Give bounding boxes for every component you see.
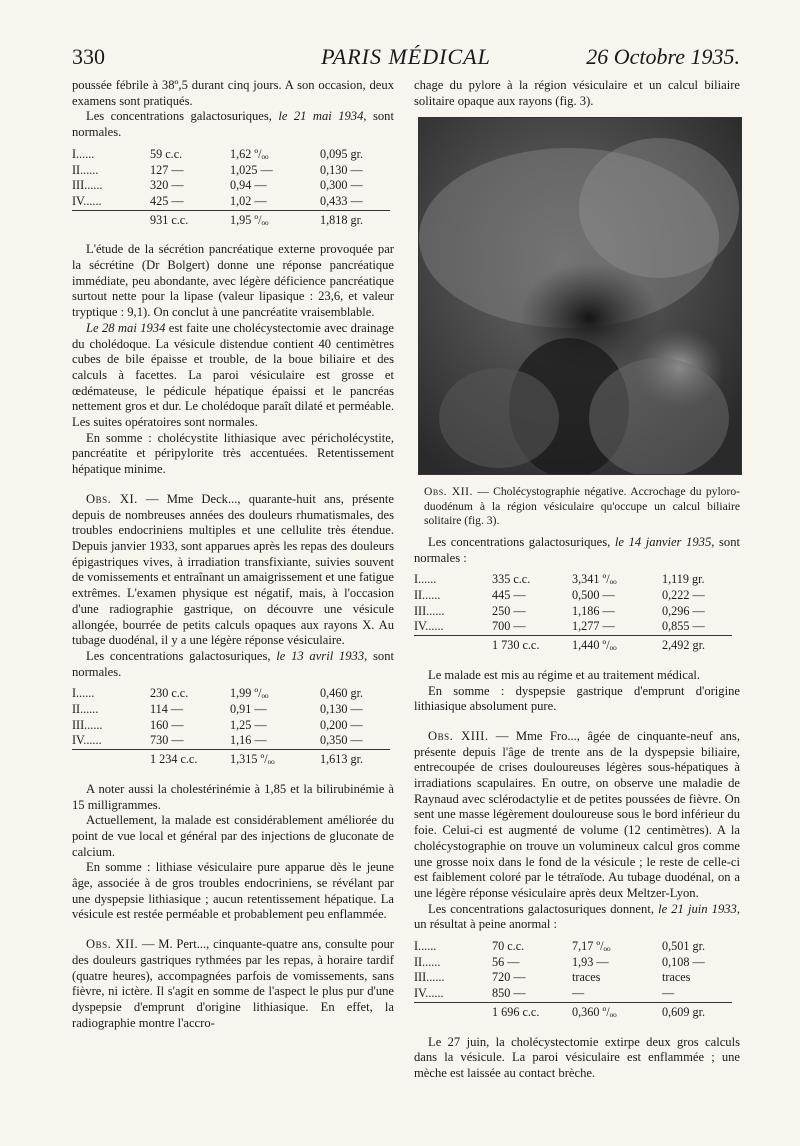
table-total-row (72, 750, 390, 768)
table-total-row (72, 210, 390, 228)
table-total-cell: 1 234 c.c. (150, 750, 230, 768)
table-row (414, 604, 732, 620)
table-row (414, 970, 732, 986)
table-cell: 1,277 — (572, 619, 615, 634)
table-row (72, 178, 390, 194)
table-total-cell: 1,440 º/ₒₒ (572, 636, 662, 654)
table-cell: 160 — (150, 717, 184, 732)
table-cell: I...... (414, 939, 437, 954)
paragraph: poussée fébrile à 38º,5 durant cinq jours. A son occasion, deux examens sont pratiqués. (72, 78, 394, 108)
paragraph (414, 535, 740, 566)
table-cell: 0,130 — (320, 162, 363, 177)
table-row (72, 194, 390, 210)
table-cell: 7,17 º/ₒₒ (572, 939, 611, 954)
table-row (414, 588, 732, 604)
table-cell: 0,855 — (662, 619, 705, 634)
table-cell: 0,460 gr. (320, 686, 363, 701)
table-total-cell: 931 c.c. (150, 210, 230, 228)
concentration-table-1 (72, 147, 390, 229)
text: — M. Pert..., cinquante-quatre ans, consulte pour des douleurs gastriques rythmées par les repas, à horaire tardif (quatre heures), accompagnées parfois de vomissements, sans fièvre, ni ictère. Il s'agit en somme de l'aspect le plus pur d'une dyspepsie d'emprunt d'origine lithiasique. En effet, la radiographie montre l'accro- (72, 937, 394, 1030)
table-cell: traces (572, 970, 601, 985)
table-total-cell: 0,609 gr. (662, 1002, 732, 1020)
text: — Mme Fro..., âgée de cinquante-neuf ans, présente depuis l'âge de trente ans de la dyspepsie biliaire, entrecoupée de crises douloureuses légères sous-hépatiques à irradiations scapulaires. En outre, on observe une maladie de Raynaud avec sclérodactylie et de petites poussées de fièvre. On sent une masse légèrement douloureuse sous le bord inférieur du foie. Celui-ci est augmenté de volume (12 centimètres). A la cholécystographie on trouve un volumineux calcul gros comme une grosse noix dans le fond de la vésicule ; le reste de celle-ci est faiblement coloré par le tétraïode. Au tubage duodénal, on a une légère réponse vésiculaire après deux Meltzer-Lyon. (414, 728, 740, 900)
text: Les concentrations galactosuriques, (428, 534, 615, 549)
table-cell: I...... (72, 686, 95, 701)
issue-date: 26 Octobre 1935. (586, 44, 740, 69)
table-total-row (414, 636, 732, 654)
figure-caption (424, 485, 740, 529)
observation-13 (414, 729, 740, 902)
table-row (414, 986, 732, 1002)
journal-title: PARIS MÉDICAL (321, 44, 491, 69)
table-row (414, 572, 732, 588)
table-cell: — (662, 986, 675, 1001)
paragraph: En somme : cholécystite lithiasique avec péricholécystite, pancréatite et péripylorite très accentuées. Retentissement hépatique minime. (72, 430, 394, 477)
table-cell: II...... (72, 162, 99, 177)
table-cell: IV...... (414, 986, 444, 1001)
table-total-cell (414, 1002, 492, 1020)
caption-text: — Cholécystographie négative. Accrochage du pyloro-duodénum à la région vésiculaire qu'occupe un calcul biliaire solitaire (fig. 3). (424, 485, 740, 528)
table-cell: I...... (414, 572, 437, 587)
table-total-cell: 1 696 c.c. (492, 1002, 572, 1020)
table-row (72, 686, 390, 702)
table-total-cell (72, 750, 150, 768)
radiograph-image (419, 118, 741, 474)
table-cell: 1,02 — (230, 193, 267, 208)
concentration-table-3 (414, 572, 732, 654)
table-cell: 0,200 — (320, 717, 363, 732)
table-row (72, 702, 390, 718)
table-cell: 1,16 — (230, 733, 267, 748)
table-cell: 0,501 gr. (662, 939, 705, 954)
table-cell: II...... (414, 954, 441, 969)
date-text: le 13 avril 1933 (276, 648, 365, 663)
text: Les concentrations galactosuriques, (86, 648, 277, 663)
table-cell: IV...... (414, 619, 444, 634)
table-cell: 0,300 — (320, 178, 363, 193)
paragraph: En somme : dyspepsie gastrique d'emprunt d'origine lithiasique absolument pure. (414, 683, 740, 714)
text: , sont normales. (72, 109, 394, 140)
text: Les concentrations galactosuriques, (86, 109, 279, 124)
observation-11 (72, 492, 394, 649)
page-number: 330 (72, 44, 105, 69)
concentration-table-4 (414, 939, 732, 1021)
text: est faite une cholécystectomie avec drainage du cholédoque. La vésicule distendue contient 40 centimètres cubes de bile épaisse et trouble, de la boue biliaire et des calculs à facettes. La paroi vésiculaire est grosse et œdémateuse, le pédicule hépatique épaissi et le pancréas nettement gros et dur. Le cholédoque paraît dilaté et perméable. Les suites opératoires sont normales. (72, 320, 394, 430)
table-cell: 0,94 — (230, 178, 267, 193)
table-cell: IV...... (72, 193, 102, 208)
table-cell: III...... (72, 178, 103, 193)
table-cell: II...... (414, 588, 441, 603)
observation-heading: Obs. XIII. (428, 728, 489, 743)
paragraph: L'étude de la sécrétion pancréatique externe provoquée par la sécrétine (Dr Bolgert) donne une réponse pancréatique immédiate, peu abondante, avec légère déficience pancréatique surtout nette pour la lipase (valeur lipasique : 23,6, et valeur tryptique : 9,1). On conclut à une pancréatite vraisemblable. (72, 242, 394, 320)
table-total-cell: 1,613 gr. (320, 750, 390, 768)
left-column (72, 78, 394, 1031)
table-total-cell: 1 730 c.c. (492, 636, 572, 654)
table-cell: 0,296 — (662, 603, 705, 618)
table-cell: traces (662, 970, 691, 985)
text: , sont normales : (414, 534, 740, 565)
page-header (72, 44, 740, 74)
table-cell: 850 — (492, 986, 526, 1001)
table-cell: 0,130 — (320, 702, 363, 717)
concentration-table-2 (72, 686, 390, 768)
paragraph (414, 902, 740, 933)
table-cell: 250 — (492, 603, 526, 618)
text: — Mme Deck..., quarante-huit ans, présente depuis de nombreuses années des douleurs rhumatismales, des troubles endocriniens multiples et une cellulite très étendue. Depuis janvier 1933, sont apparues après les repas des douleurs épigastriques vives, à irradiation transfixiante, suivies souvent de vomissements et entraînant un amaigrissement et une fatigue extrêmes. L'examen physique est négatif, mais, à l'occasion d'une radiographie gastrique, on découvre une vésicule allongée, bourrée de petits calculs opaques aux rayons X. Au tubage duodénal, il y a une légère réponse vésiculaire. (72, 491, 394, 648)
paragraph (72, 649, 394, 680)
table-cell: 0,108 — (662, 954, 705, 969)
table-cell: 1,99 º/ₒₒ (230, 686, 269, 701)
table-row (414, 955, 732, 971)
table-row (414, 619, 732, 635)
table-cell: 720 — (492, 970, 526, 985)
table-cell: 114 — (150, 702, 184, 717)
table-cell: 0,350 — (320, 733, 363, 748)
table-row (72, 147, 390, 163)
paragraph (72, 321, 394, 431)
paragraph: chage du pylore à la région vésiculaire et un calcul biliaire solitaire opaque aux rayons (fig. 3). (414, 78, 740, 108)
right-column (414, 78, 740, 1082)
table-total-cell: 2,492 gr. (662, 636, 732, 654)
table-cell: 1,119 gr. (662, 572, 705, 587)
date-text: le 21 juin 1933 (658, 901, 737, 916)
table-total-cell: 1,315 º/ₒₒ (230, 750, 320, 768)
observation-heading: Obs. XII. (86, 937, 139, 952)
table-cell: 1,62 º/ₒₒ (230, 146, 269, 161)
table-cell: 0,433 — (320, 193, 363, 208)
caption-heading: Obs. XII. (424, 485, 473, 499)
table-cell: 127 — (150, 162, 184, 177)
paragraph: A noter aussi la cholestérinémie à 1,85 et la bilirubinémie à 15 milligrammes. (72, 781, 394, 812)
table-row (72, 733, 390, 749)
date-text: Le 28 mai 1934 (86, 320, 166, 335)
table-total-row (414, 1002, 732, 1020)
paragraph: En somme : lithiase vésiculaire pure apparue dès le jeune âge, associée à de gros troubles endocriniens, se révélant par une dyspepsie lithiasique ; aucun retentissement hépatique. La vésicule est restée perméable et probablement peu enflammée. (72, 860, 394, 922)
table-cell: 59 c.c. (150, 146, 183, 161)
table-cell: 70 c.c. (492, 939, 525, 954)
table-row (72, 718, 390, 734)
table-cell: II...... (72, 702, 99, 717)
paragraph (72, 109, 394, 140)
table-cell: 1,25 — (230, 717, 267, 732)
table-cell: 1,025 — (230, 162, 273, 177)
table-cell: 700 — (492, 619, 526, 634)
table-total-cell: 1,95 º/ₒₒ (230, 210, 320, 228)
paragraph: Le malade est mis au régime et au traitement médical. (428, 667, 701, 682)
table-cell: 445 — (492, 588, 526, 603)
table-total-cell: 1,818 gr. (320, 210, 390, 228)
table-cell: III...... (414, 603, 445, 618)
table-total-cell: 0,360 º/ₒₒ (572, 1002, 662, 1020)
table-cell: 56 — (492, 954, 520, 969)
table-row (72, 163, 390, 179)
table-cell: 320 — (150, 178, 184, 193)
paragraph: Le 27 juin, la cholécystectomie extirpe deux gros calculs dans la vésicule. La paroi vésiculaire est enflammée ; une mèche est laissée au contact brèche. (414, 1034, 740, 1080)
observation-12 (72, 937, 394, 1031)
table-cell: 3,341 º/ₒₒ (572, 572, 617, 587)
table-total-cell (414, 636, 492, 654)
table-row (414, 939, 732, 955)
table-cell: III...... (414, 970, 445, 985)
text: Les concentrations galactosuriques donnent, (428, 901, 659, 916)
table-cell: — (572, 986, 585, 1001)
table-cell: 335 c.c. (492, 572, 531, 587)
table-cell: 0,222 — (662, 588, 705, 603)
table-cell: 1,93 — (572, 954, 609, 969)
date-text: le 21 mai 1934 (278, 109, 364, 124)
table-total-cell (72, 210, 150, 228)
table-cell: I...... (72, 146, 95, 161)
paragraph: Actuellement, la malade est considérablement améliorée du point de vue local et général par des injections de gluconate de calcium. (72, 813, 394, 859)
table-cell: 1,186 — (572, 603, 615, 618)
table-cell: IV...... (72, 733, 102, 748)
table-cell: 730 — (150, 733, 184, 748)
observation-heading: Obs. XI. (86, 491, 138, 506)
text: , un résultat à peine anormal : (414, 901, 740, 932)
table-cell: 0,500 — (572, 588, 615, 603)
table-cell: 0,91 — (230, 702, 267, 717)
table-cell: III...... (72, 717, 103, 732)
radiograph-figure (418, 117, 742, 475)
table-cell: 0,095 gr. (320, 146, 363, 161)
text: , sont normales. (72, 648, 394, 679)
table-cell: 230 c.c. (150, 686, 189, 701)
table-cell: 425 — (150, 193, 184, 208)
date-text: le 14 janvier 1935 (614, 534, 712, 549)
